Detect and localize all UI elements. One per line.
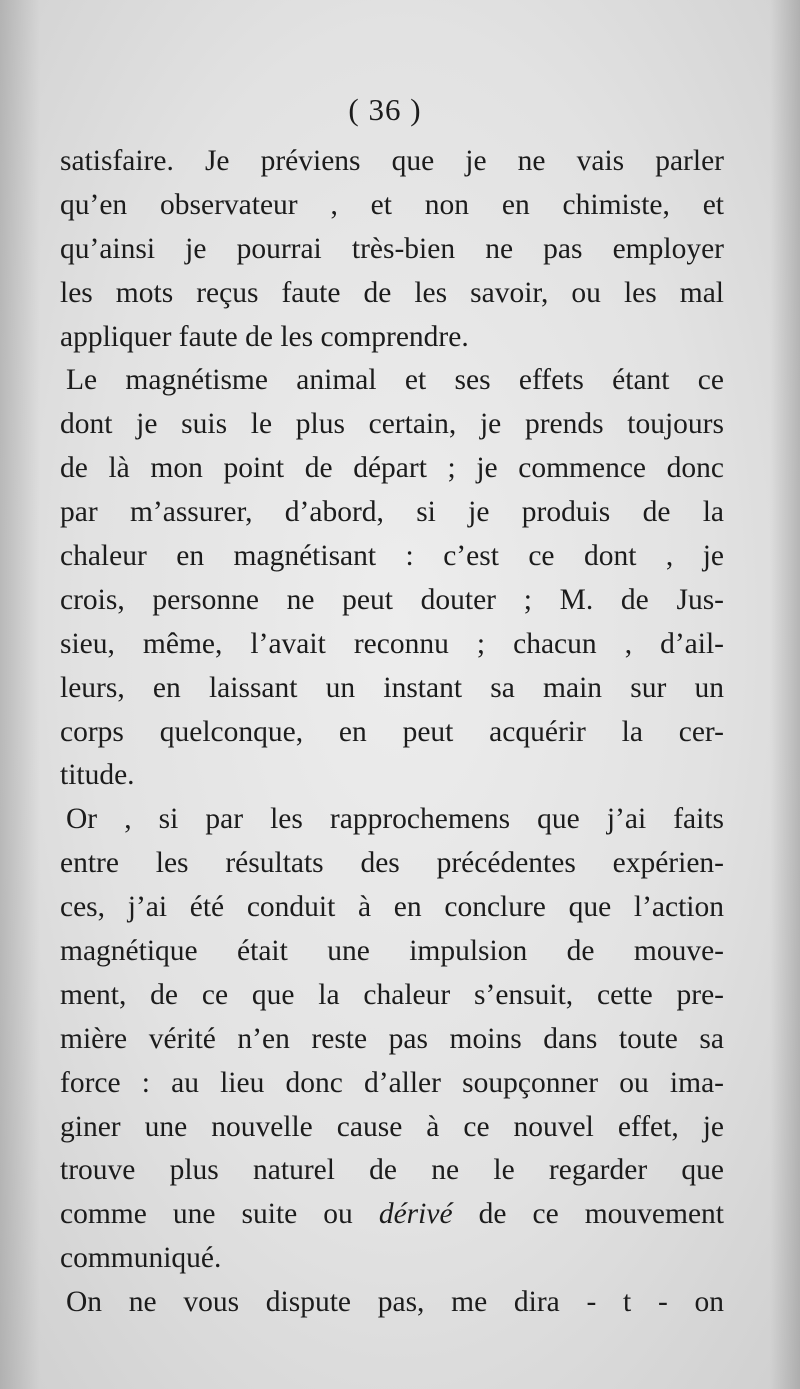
text-line-25-start: comme une suite ou	[60, 1198, 353, 1231]
text-line-1: satisfaire. Je préviens que je ne vais parler	[60, 145, 724, 177]
text-line-8: de là mon point de départ ; je commence donc	[60, 452, 724, 485]
text-line-9: par m’assurer, d’abord, si je produis de la	[60, 496, 724, 529]
text-line-6: Le magnétisme animal et ses effets étant ce	[66, 364, 724, 397]
text-line-25	[60, 1193, 724, 1237]
italic-word: dérivé	[378, 1198, 453, 1231]
text-line-27: On ne vous dispute pas, me dira - t - on	[66, 1286, 724, 1319]
text-line-19: magnétique était une impulsion de mouve-	[60, 935, 724, 968]
body-text	[60, 140, 724, 1325]
text-line-11: crois, personne ne peut douter ; M. de Jus-	[60, 583, 724, 616]
text-line-7: dont je suis le plus certain, je prends toujours	[60, 408, 724, 441]
text-line-5: appliquer faute de les comprendre.	[60, 320, 469, 353]
text-line-22: force : au lieu donc d’aller soupçonner ou ima-	[60, 1066, 724, 1099]
text-line-21: mière vérité n’en reste pas moins dans toute sa	[60, 1022, 724, 1055]
text-line-17: entre les résultats des précédentes expérien-	[60, 847, 724, 880]
page-number: ( 36 )	[348, 92, 422, 127]
text-line-10: chaleur en magnétisant : c’est ce dont , je	[60, 540, 724, 573]
text-line-13: leurs, en laissant un instant sa main sur un	[60, 671, 724, 704]
text-line-3: qu’ainsi je pourrai très-bien ne pas employer	[60, 232, 724, 265]
text-line-20: ment, de ce que la chaleur s’ensuit, cette pre-	[60, 978, 724, 1011]
text-line-14: corps quelconque, en peut acquérir la cer-	[60, 715, 724, 748]
text-line-25-end: de ce mouvement	[478, 1198, 724, 1231]
text-line-15: titude.	[60, 759, 135, 792]
text-line-26: communiqué.	[60, 1242, 222, 1275]
text-line-2: qu’en observateur , et non en chimiste, et	[60, 188, 724, 221]
text-line-4: les mots reçus faute de les savoir, ou les mal	[60, 276, 724, 309]
text-line-23: giner une nouvelle cause à ce nouvel effet, je	[60, 1110, 724, 1143]
page-edge-shadow-right	[770, 0, 800, 1389]
page-edge-shadow-left	[0, 0, 40, 1389]
text-line-16: Or , si par les rapprochemens que j’ai faits	[66, 803, 724, 836]
text-line-24: trouve plus naturel de ne le regarder que	[60, 1154, 724, 1187]
text-line-12: sieu, même, l’avait reconnu ; chacun , d’ail-	[60, 627, 724, 660]
text-line-18: ces, j’ai été conduit à en conclure que l’action	[60, 891, 724, 924]
